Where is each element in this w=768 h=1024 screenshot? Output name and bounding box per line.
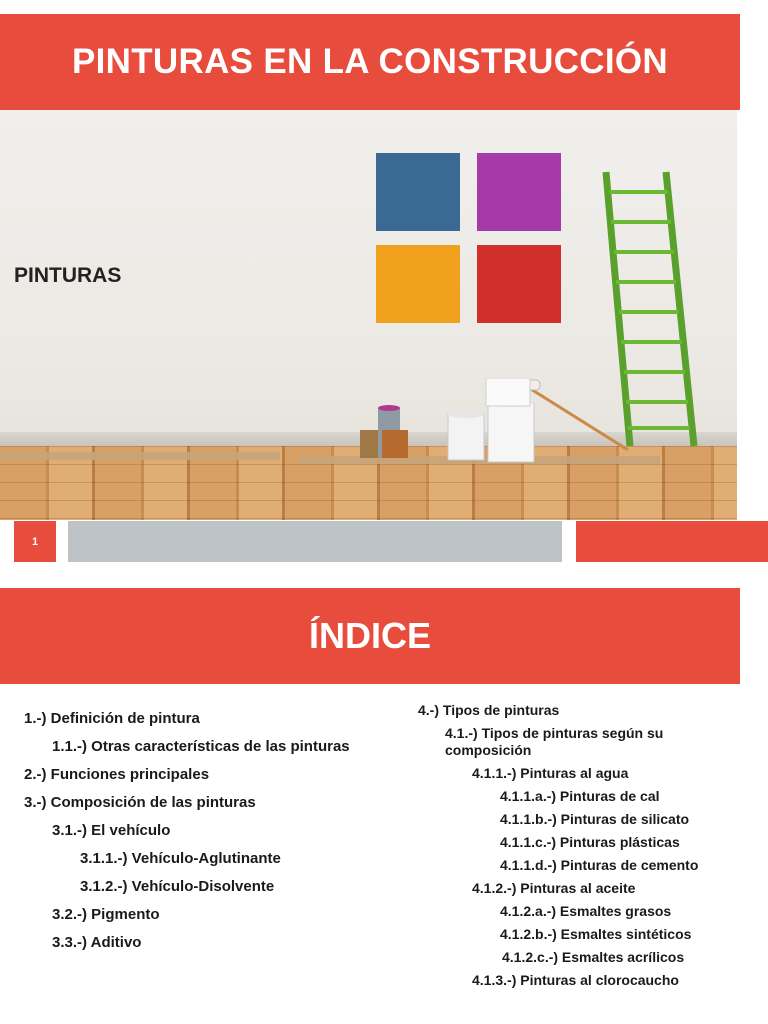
toc-item: 4.1.-) Tipos de pinturas según su composición: [445, 725, 664, 758]
toc-item: 4.1.1.d.-) Pinturas de cemento: [500, 857, 699, 873]
toc-item: 4.1.2.-) Pinturas al aceite: [472, 880, 636, 896]
toc-right-column: [418, 702, 758, 989]
red-paint-swatch: [477, 245, 561, 323]
toc-item: 3.2.-) Pigmento: [52, 906, 160, 923]
toc-item: 4.1.2.c.-) Esmaltes acrílicos: [502, 949, 685, 965]
painting-scene-image: [0, 110, 737, 520]
floor-paper: [0, 452, 280, 460]
slide1-subtitle: PINTURAS: [14, 264, 122, 287]
slide2-title: ÍNDICE: [308, 615, 431, 656]
paint-cans-icon: [356, 378, 636, 468]
footer-red-bar: [576, 521, 768, 562]
slide1-title-bar: [0, 14, 740, 110]
slide1-title: PINTURAS EN LA CONSTRUCCIÓN: [72, 42, 668, 81]
toc-item: 3.-) Composición de las pinturas: [24, 794, 256, 811]
footer-gray-bar: [68, 521, 562, 562]
toc-item: 3.1.-) El vehículo: [52, 822, 171, 839]
blue-paint-swatch: [376, 153, 460, 231]
toc-left-column: [24, 708, 404, 953]
toc-item: 1.1.-) Otras características de las pinturas: [52, 738, 350, 755]
toc-item: 4.1.3.-) Pinturas al clorocaucho: [472, 972, 679, 988]
slide-number: 1: [14, 521, 56, 562]
toc-item: 3.3.-) Aditivo: [52, 934, 142, 951]
toc-item: 4.1.2.a.-) Esmaltes grasos: [500, 903, 672, 919]
toc-item: 3.1.1.-) Vehículo-Aglutinante: [80, 850, 281, 867]
toc-item: 4.1.2.b.-) Esmaltes sintéticos: [500, 926, 692, 942]
toc-item: 4.-) Tipos de pinturas: [418, 702, 560, 718]
toc-item: 4.1.1.b.-) Pinturas de silicato: [500, 811, 690, 827]
toc-item: 1.-) Definición de pintura: [24, 710, 200, 727]
toc-item: 4.1.1.c.-) Pinturas plásticas: [500, 834, 680, 850]
toc-item: 2.-) Funciones principales: [24, 766, 210, 783]
toc-item: 4.1.1.-) Pinturas al agua: [472, 765, 629, 781]
toc-item: 4.1.1.a.-) Pinturas de cal: [500, 788, 660, 804]
orange-paint-swatch: [376, 245, 460, 323]
purple-paint-swatch: [477, 153, 561, 231]
slide2-title-bar: [0, 588, 740, 684]
toc-item: 3.1.2.-) Vehículo-Disolvente: [80, 878, 275, 895]
